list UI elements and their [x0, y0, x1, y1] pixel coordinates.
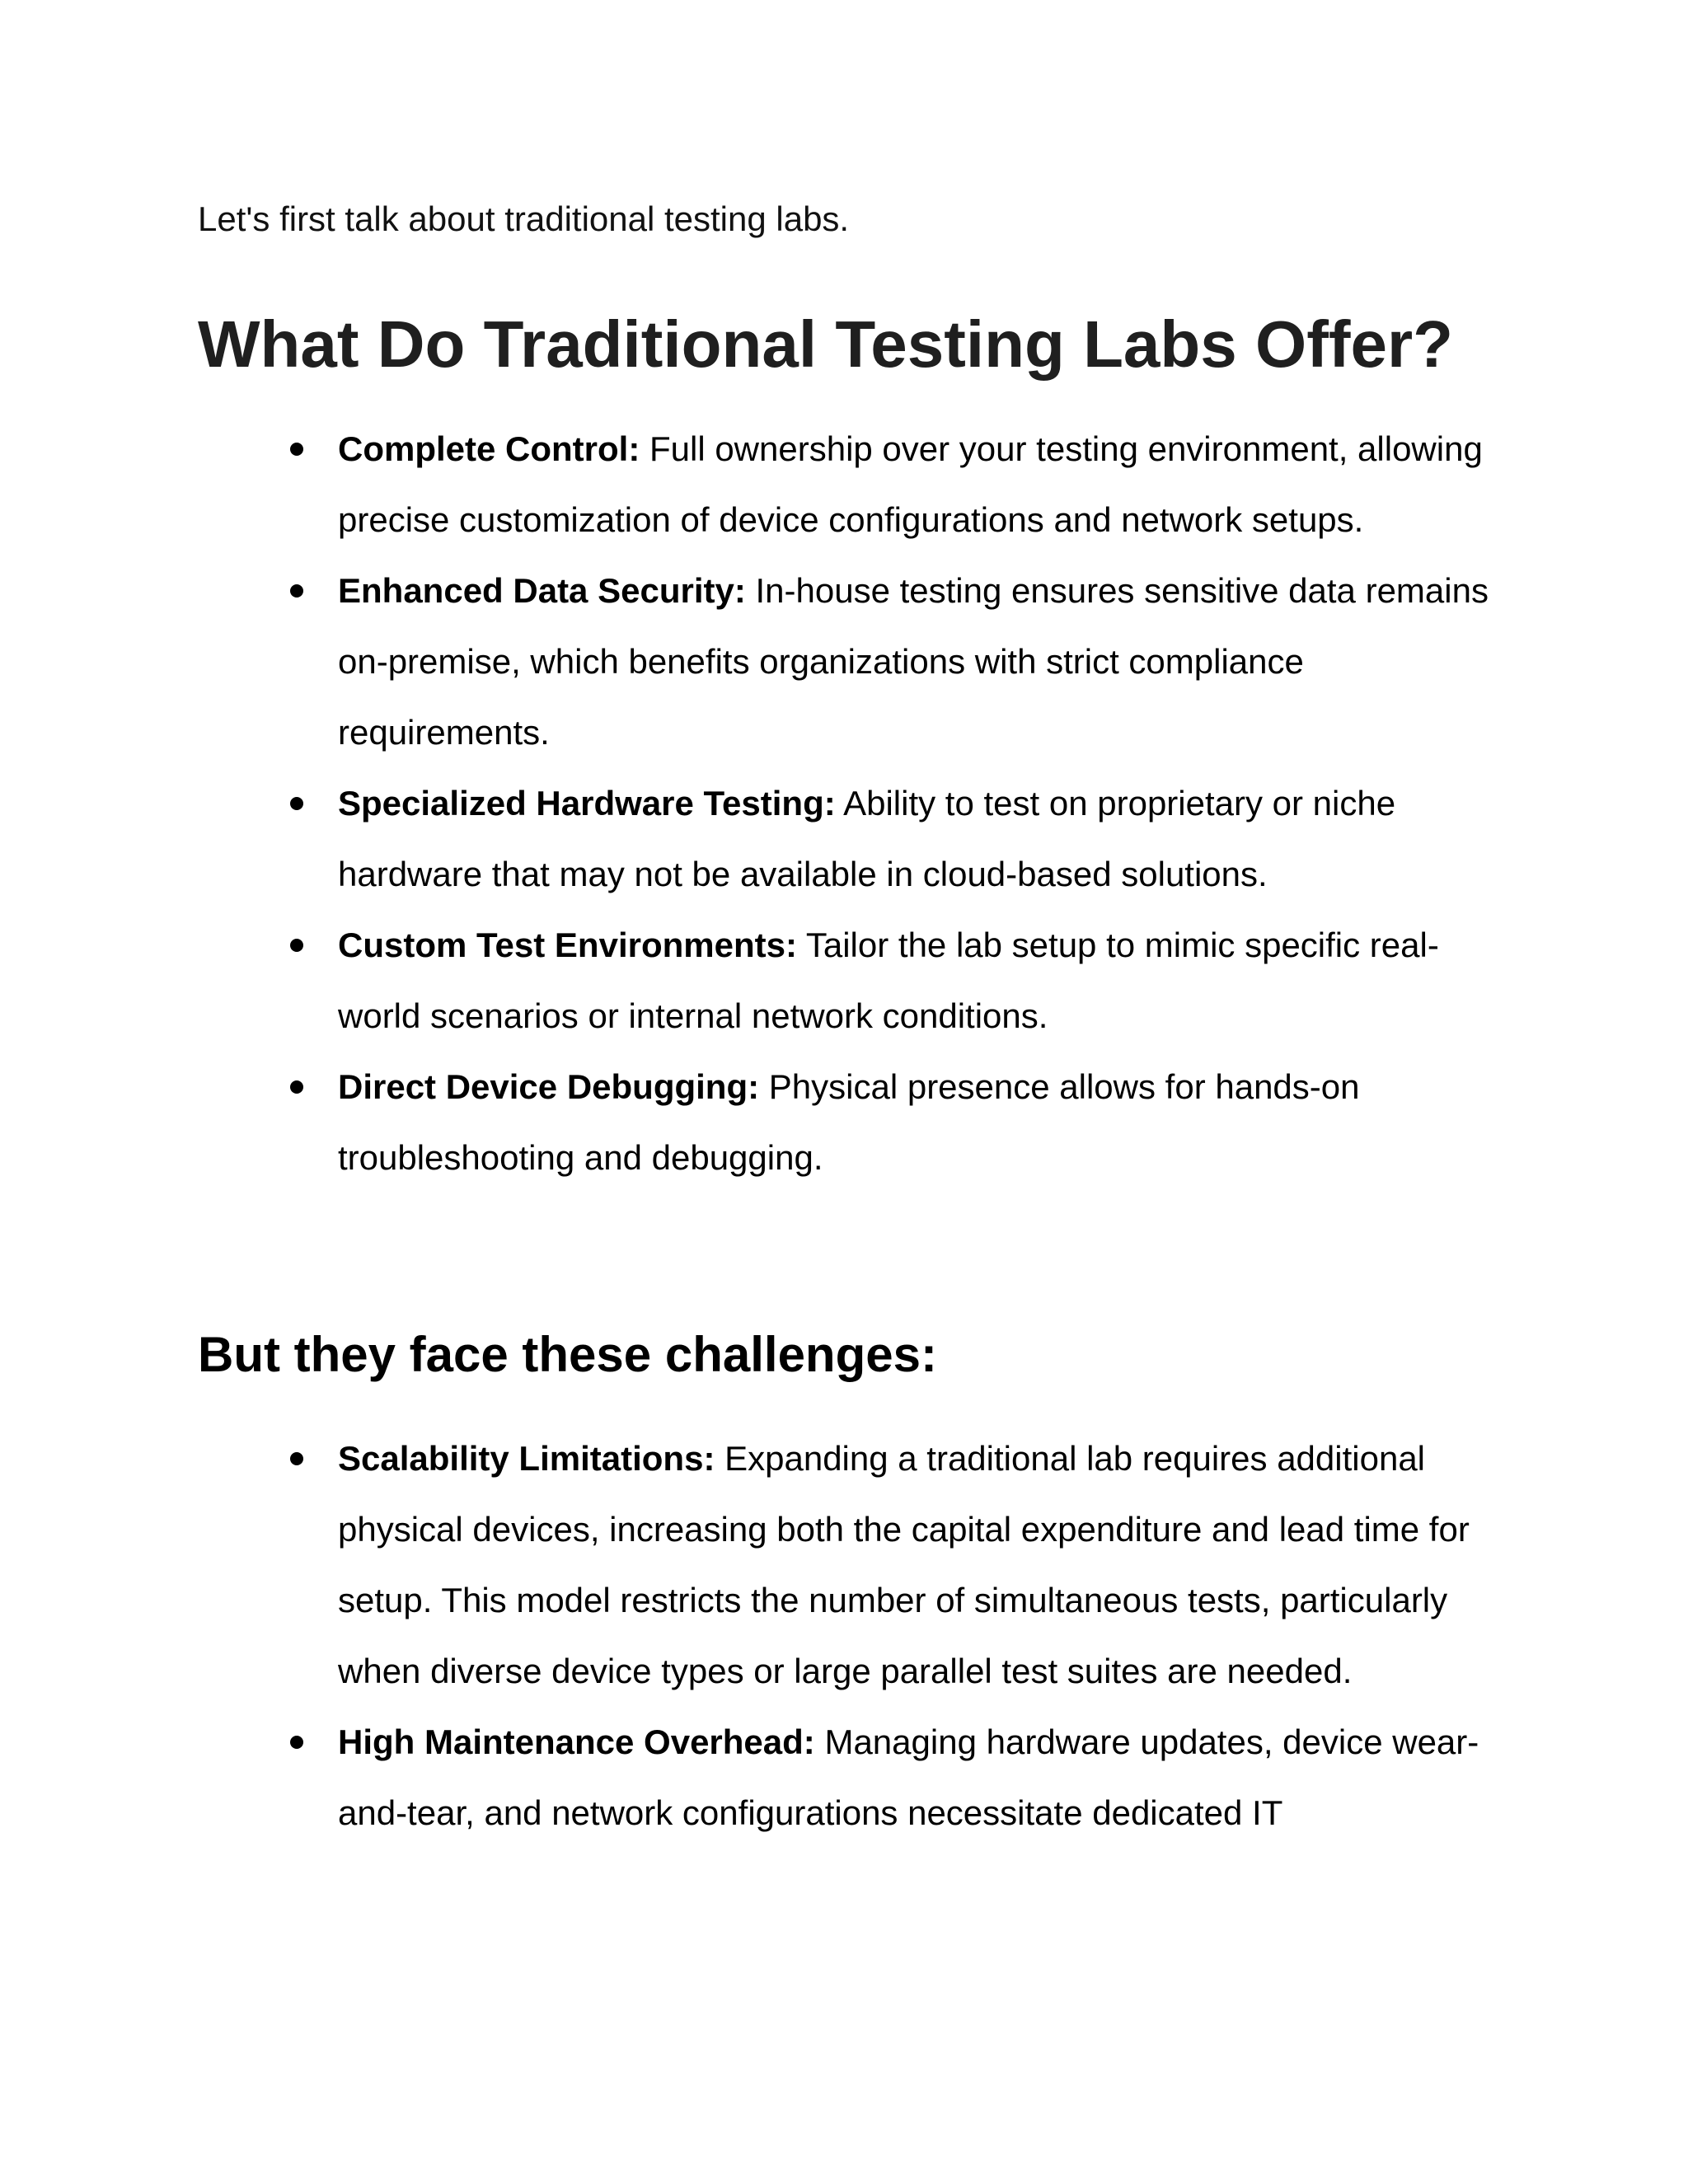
- bullet-icon: [290, 1080, 303, 1094]
- item-text: Managing hardware updates, device wear-and-tear, and network configurations necessitate dedicated IT: [338, 1722, 1479, 1832]
- intro-paragraph: Let's first talk about traditional testing labs.: [198, 199, 850, 238]
- bullet-icon: [290, 443, 303, 456]
- section-heading: But they face these challenges:: [198, 1327, 937, 1382]
- list-item: [338, 1707, 1492, 1849]
- item-title: High Maintenance Overhead:: [338, 1722, 815, 1761]
- list-item: [338, 1423, 1492, 1707]
- challenges-list: [338, 1423, 1492, 1849]
- bullet-icon: [290, 584, 303, 598]
- item-text: In-house testing ensures sensitive data remains on-premise, which benefits organizations with strict compliance requirements.: [338, 571, 1489, 752]
- item-text: Expanding a traditional lab requires additional physical devices, increasing both the capital expenditure and lead time for setup. This model restricts the number of simultaneous tests, particularly when diverse device types or large parallel test suites are needed.: [338, 1439, 1470, 1690]
- item-title: Direct Device Debugging:: [338, 1067, 760, 1106]
- list-item: [338, 414, 1492, 555]
- item-text: Physical presence allows for hands-on troubleshooting and debugging.: [338, 1067, 1360, 1177]
- bullet-icon: [290, 1736, 303, 1749]
- list-item: [338, 768, 1492, 910]
- item-text: Tailor the lab setup to mimic specific real-world scenarios or internal network conditions.: [338, 926, 1439, 1035]
- item-title: Complete Control:: [338, 429, 640, 468]
- page-title: What Do Traditional Testing Labs Offer?: [198, 307, 1454, 381]
- list-item: [338, 555, 1492, 768]
- item-text: Ability to test on proprietary or niche hardware that may not be available in cloud-based solutions.: [338, 784, 1396, 893]
- bullet-icon: [290, 797, 303, 810]
- offers-list: [338, 414, 1492, 1193]
- bullet-icon: [290, 1452, 303, 1465]
- list-item: [338, 1052, 1492, 1193]
- bullet-icon: [290, 939, 303, 952]
- item-title: Scalability Limitations:: [338, 1439, 715, 1478]
- item-title: Enhanced Data Security:: [338, 571, 746, 610]
- item-text: Full ownership over your testing environment, allowing precise customization of device configurations and network setups.: [338, 429, 1483, 539]
- list-item: [338, 910, 1492, 1052]
- item-title: Specialized Hardware Testing:: [338, 784, 836, 823]
- item-title: Custom Test Environments:: [338, 926, 797, 964]
